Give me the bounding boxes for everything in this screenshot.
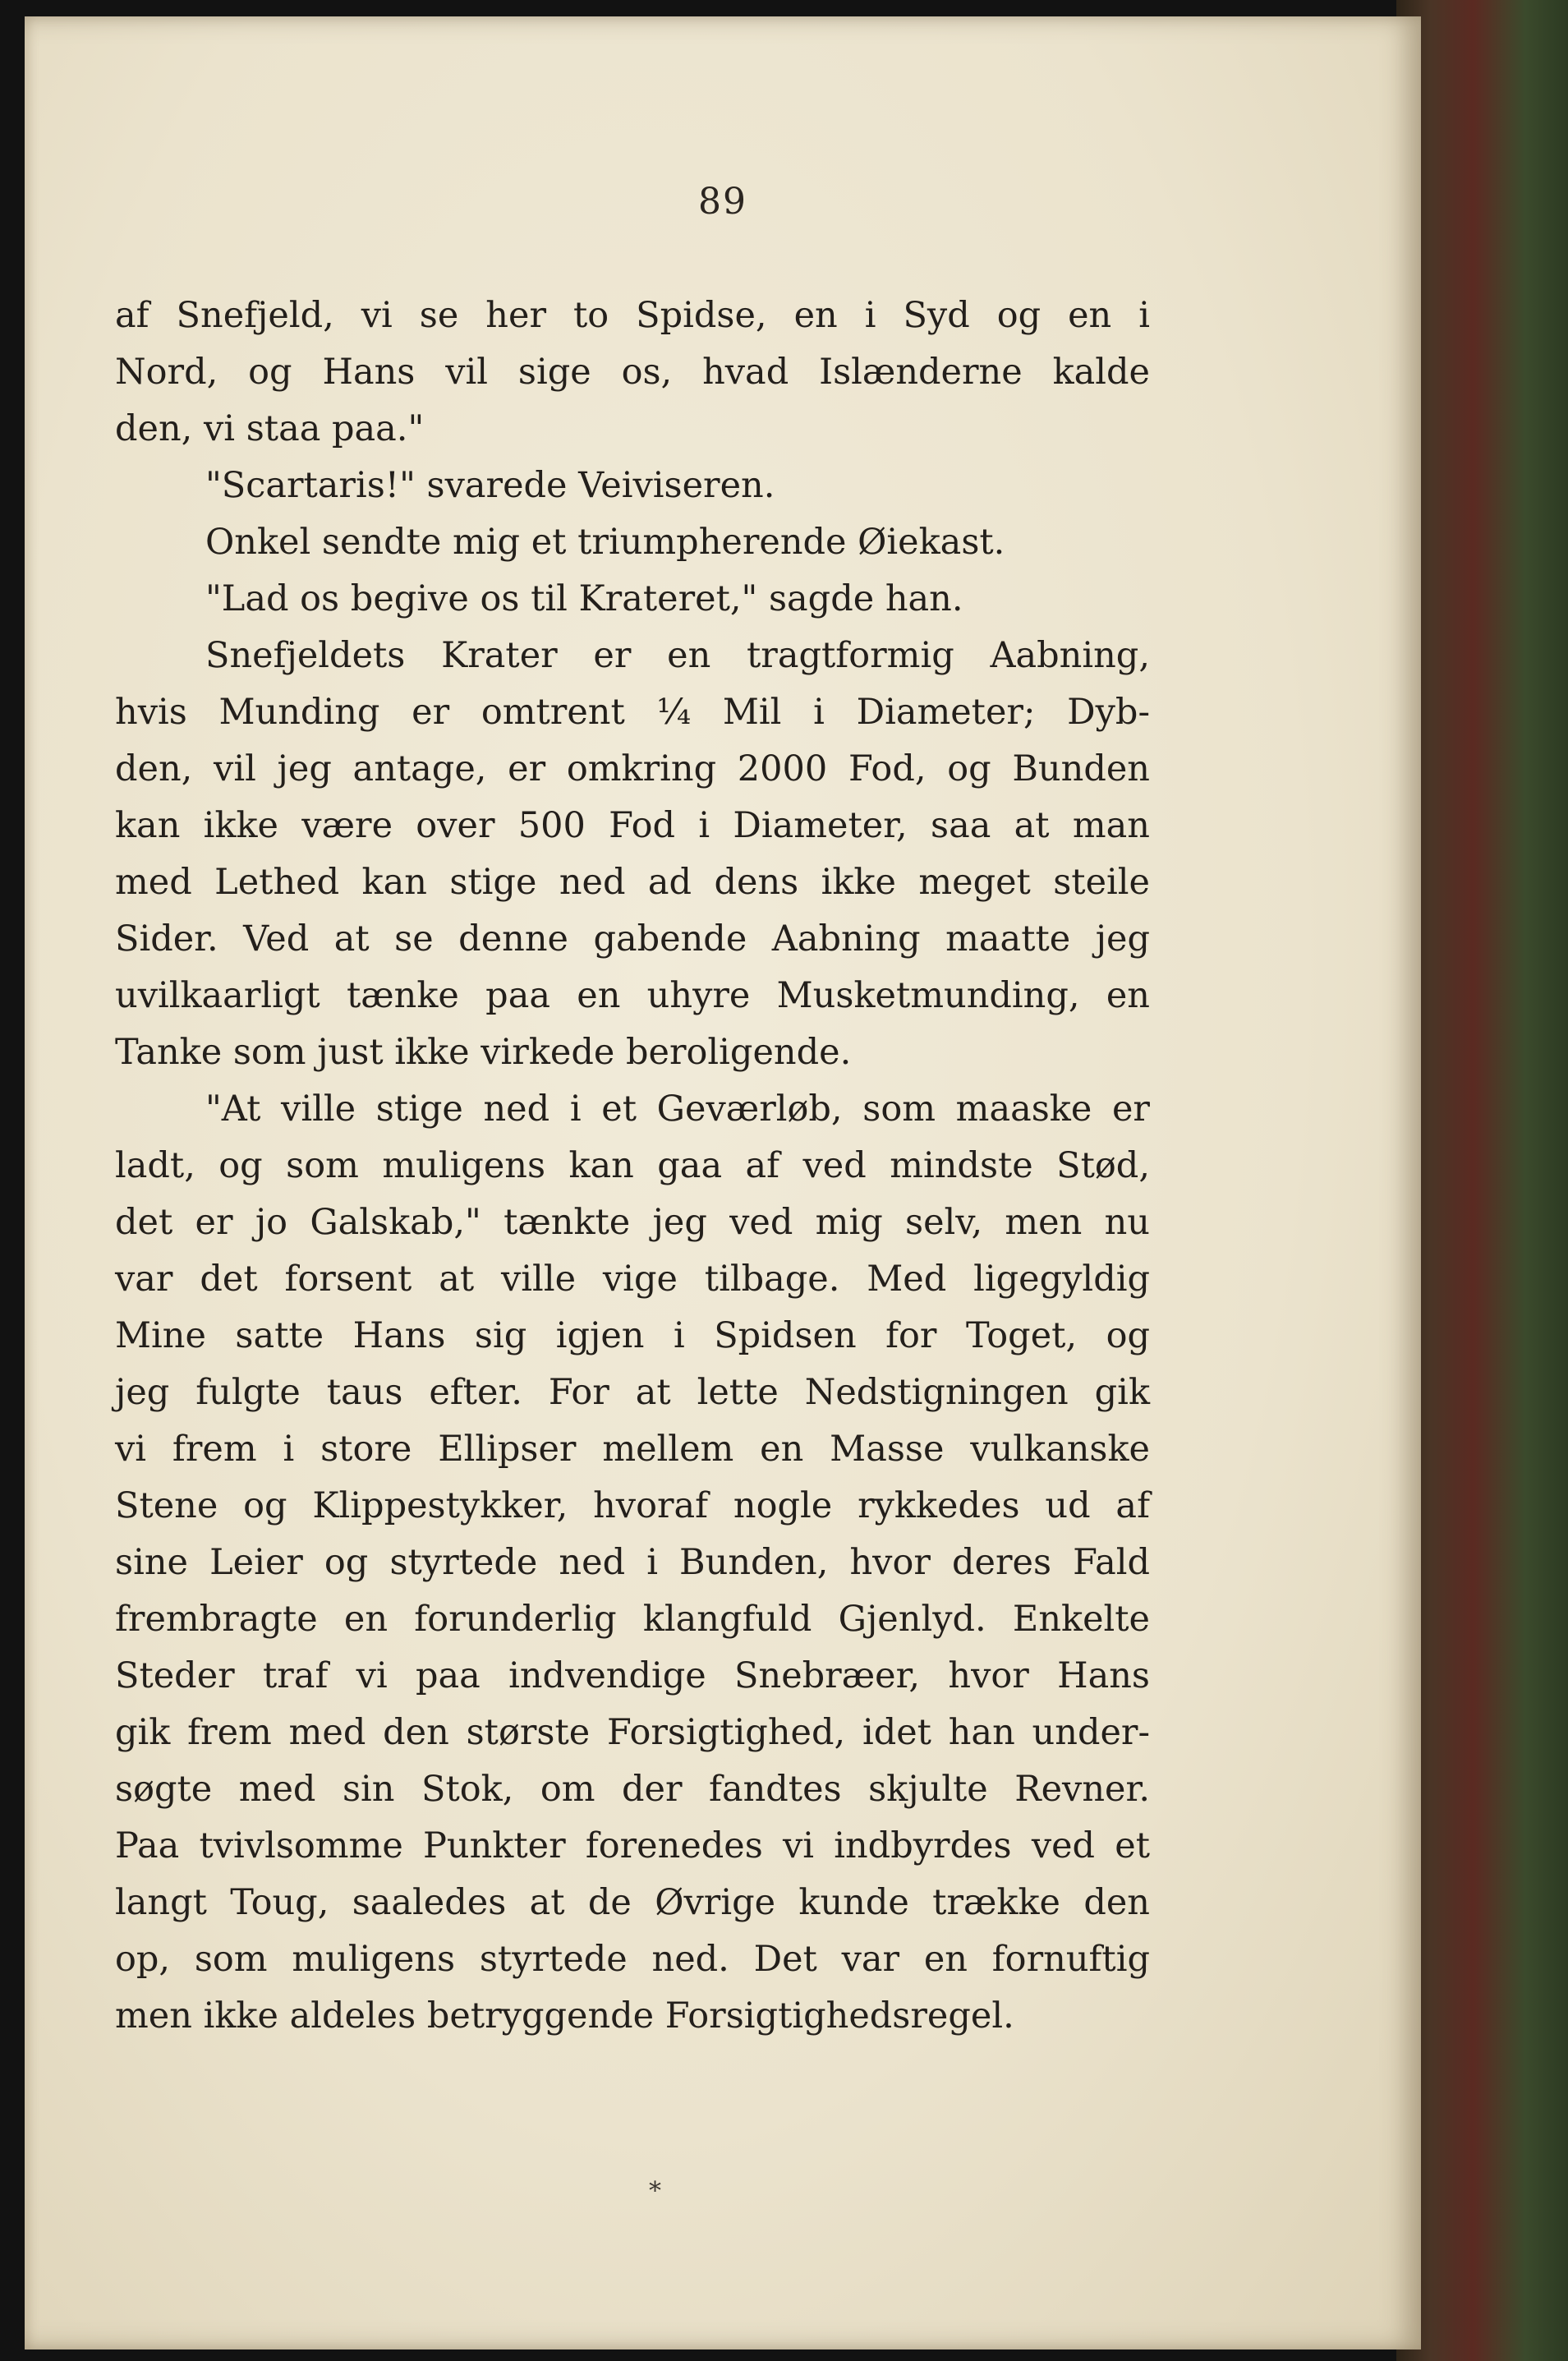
text-line: den, vi staa paa." bbox=[115, 408, 425, 449]
text-line: sine Leier og styrtede ned i Bunden, hvor deres Fald bbox=[115, 1542, 1150, 1583]
text-line: Nord, og Hans vil sige os, hvad Islænderne kalde bbox=[115, 352, 1150, 393]
text-line: frembragte en forunderlig klangfuld Gjenlyd. Enkelte bbox=[115, 1599, 1150, 1640]
text-line: Steder traf vi paa indvendige Snebræer, hvor Hans bbox=[115, 1655, 1150, 1696]
text-line: gik frem med den største Forsigtighed, idet han under- bbox=[115, 1712, 1150, 1753]
text-line: kan ikke være over 500 Fod i Diameter, saa at man bbox=[115, 805, 1150, 846]
text-line: med Lethed kan stige ned ad dens ikke meget steile bbox=[115, 862, 1150, 903]
text-line: vi frem i store Ellipser mellem en Masse vulkanske bbox=[115, 1429, 1150, 1470]
text-line: ladt, og som muligens kan gaa af ved mindste Stød, bbox=[115, 1145, 1150, 1186]
text-line: Snefjeldets Krater er en tragtformig Aabning, bbox=[205, 635, 1150, 676]
text-line: Paa tvivlsomme Punkter forenedes vi indbyrdes ved et bbox=[115, 1825, 1150, 1866]
text-line: jeg fulgte taus efter. For at lette Nedstigningen gik bbox=[115, 1372, 1150, 1413]
book-cover-edge bbox=[1396, 0, 1568, 2361]
text-line: langt Toug, saaledes at de Øvrige kunde trække den bbox=[115, 1882, 1150, 1923]
text-line: det er jo Galskab," tænkte jeg ved mig selv, men nu bbox=[115, 1202, 1150, 1243]
text-line: Tanke som just ikke virkede beroligende. bbox=[115, 1032, 852, 1073]
text-line: Sider. Ved at se denne gabende Aabning maatte jeg bbox=[115, 918, 1150, 960]
text-line: af Snefjeld, vi se her to Spidse, en i Syd og en i bbox=[115, 295, 1150, 336]
page-paper bbox=[25, 16, 1421, 2349]
text-line: uvilkaarligt tænke paa en uhyre Musketmunding, en bbox=[115, 975, 1150, 1016]
text-line: "Scartaris!" svarede Veiviseren. bbox=[205, 465, 775, 506]
text-line: hvis Munding er omtrent ¼ Mil i Diameter; Dyb- bbox=[115, 692, 1150, 733]
page-number: 89 bbox=[698, 181, 747, 223]
text-line: "At ville stige ned i et Geværløb, som maaske er bbox=[205, 1088, 1150, 1130]
text-line: den, vil jeg antage, er omkring 2000 Fod, og Bunden bbox=[115, 748, 1150, 789]
text-line: op, som muligens styrtede ned. Det var en fornuftig bbox=[115, 1939, 1150, 1980]
text-line: var det forsent at ville vige tilbage. Med ligegyldig bbox=[115, 1259, 1150, 1300]
printer-mark: ⁎ bbox=[649, 2169, 661, 2198]
text-line: Onkel sendte mig et triumpherende Øiekast. bbox=[205, 522, 1005, 563]
body-text bbox=[115, 288, 1150, 2045]
text-line: Stene og Klippestykker, hvoraf nogle rykkedes ud af bbox=[115, 1485, 1150, 1526]
text-line: Mine satte Hans sig igjen i Spidsen for Toget, og bbox=[115, 1315, 1150, 1356]
text-line: søgte med sin Stok, om der fandtes skjulte Revner. bbox=[115, 1769, 1150, 1810]
text-line: "Lad os begive os til Krateret," sagde han. bbox=[205, 578, 963, 619]
text-line: men ikke aldeles betryggende Forsigtighedsregel. bbox=[115, 1995, 1014, 2037]
